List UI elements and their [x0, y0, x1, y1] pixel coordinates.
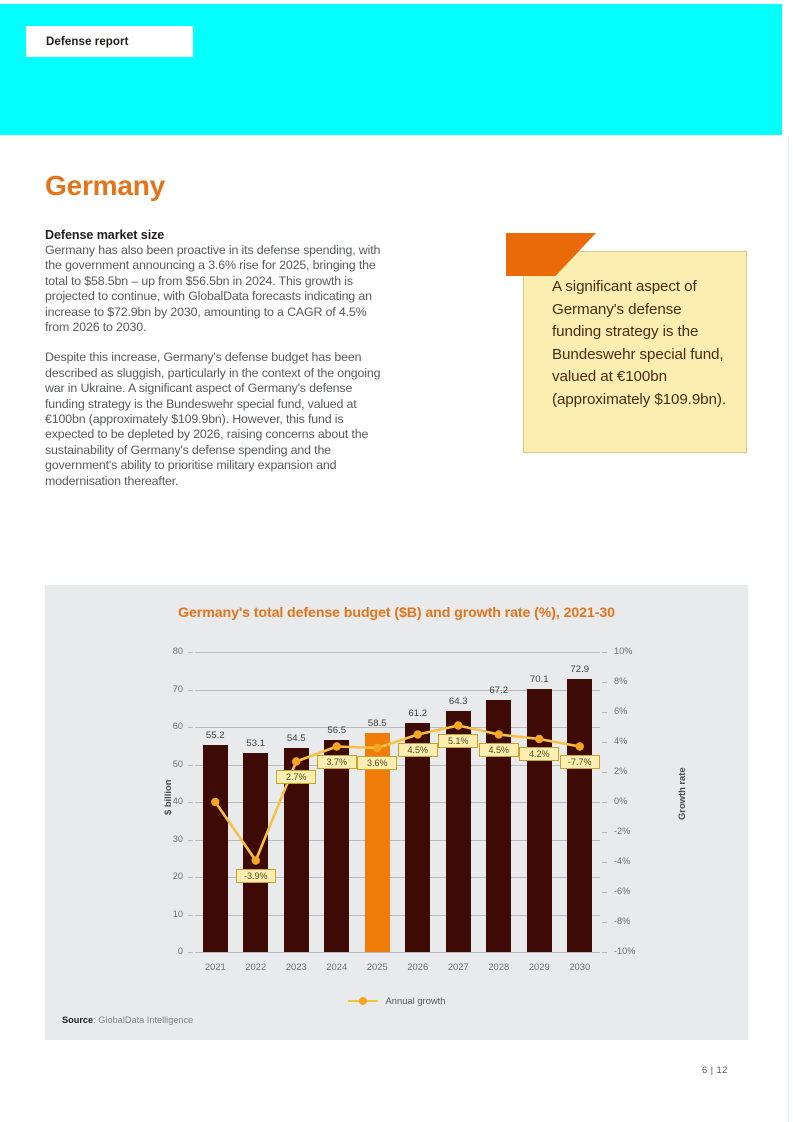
y-axis-tick: 70: [172, 683, 183, 694]
growth-label-2030: -7.7%: [560, 755, 600, 769]
y2-axis-tick-mark: [602, 712, 607, 713]
y2-axis-tick: 2%: [614, 766, 628, 776]
y2-axis-tick-mark: [602, 952, 607, 953]
y2-axis-tick-mark: [602, 652, 607, 653]
x-axis-tick-2026: 2026: [407, 961, 429, 972]
bar-value-2021: 55.2: [205, 730, 225, 741]
growth-point-2026[interactable]: [414, 730, 422, 738]
y-axis-tick-mark: [188, 915, 193, 916]
x-axis-tick-2028: 2028: [488, 961, 510, 972]
chart-legend: [45, 995, 748, 1006]
page-title: Germany: [45, 170, 165, 201]
y-axis-tick: 40: [172, 796, 183, 806]
y-axis-tick-mark: [188, 802, 193, 803]
y-axis-tick: 60: [172, 721, 183, 731]
page-edge-rule: [788, 136, 789, 1122]
source-text: : GlobalData Intelligence: [93, 1015, 194, 1025]
y2-axis-tick-mark: [602, 742, 607, 743]
chart-title: Germany's total defense budget ($B) and growth rate (%), 2021-30: [178, 605, 615, 621]
source-prefix: Source: [62, 1015, 94, 1025]
growth-label-2024: 3.7%: [317, 755, 357, 769]
y-axis-tick: 50: [172, 758, 183, 769]
y-axis-tick: 30: [172, 833, 183, 844]
x-axis-tick-2025: 2025: [366, 961, 388, 972]
growth-point-2028[interactable]: [495, 730, 503, 738]
y-axis-tick: 80: [172, 646, 183, 656]
bar-value-2030: 72.9: [570, 663, 590, 675]
growth-point-2023[interactable]: [292, 757, 300, 765]
body-column: [45, 228, 390, 489]
growth-point-2029[interactable]: [535, 735, 543, 743]
y2-axis-tick-mark: [602, 892, 607, 893]
section-heading: Defense market size: [45, 228, 165, 242]
y-axis-title: $ billion: [162, 779, 173, 815]
growth-label-2026: 4.5%: [398, 743, 438, 757]
plot-area: [172, 646, 636, 972]
y2-axis-tick: 0%: [614, 796, 628, 806]
page-number: 6 | 12: [702, 1064, 728, 1075]
body-paragraph-2: Despite this increase, Germany's defense budget has been described as sluggish, particularly in the context of the ongoing war in Ukraine. A significant aspect of Germany's defense funding strategy is the Bundeswehr special fund, valued at €100bn (approximately $109.9bn). However, this fund is expected to be depleted by 2026, raising concerns about the sustainability of Germany's defense spending and the government's ability to prioritise military expansion and modernisation thereafter.: [45, 350, 381, 488]
y-axis-tick-mark: [188, 727, 193, 728]
y2-axis-tick: -10%: [614, 946, 636, 956]
gridline: [195, 952, 600, 953]
y2-axis-tick-mark: [602, 862, 607, 863]
growth-point-2025[interactable]: [373, 744, 381, 752]
y-axis-tick-mark: [188, 690, 193, 691]
bar-value-2022: 53.1: [246, 737, 266, 749]
y-axis-tick-mark: [188, 652, 193, 653]
y-axis-tick: 10: [172, 908, 183, 919]
bar-value-2023: 54.5: [286, 732, 306, 744]
y2-axis-tick: 4%: [614, 736, 628, 746]
growth-point-2024[interactable]: [333, 742, 341, 750]
pull-quote-text: A significant aspect of Germany's defense funding strategy is the Bundeswehr special fund, valued at €100bn (approximately $109.9bn).: [552, 278, 726, 408]
growth-label-2029: 4.2%: [519, 747, 559, 761]
y2-axis-title: Growth rate: [676, 767, 687, 820]
growth-label-2023: 2.7%: [276, 770, 316, 784]
y2-axis-tick: -4%: [614, 856, 631, 866]
y2-axis-tick: -2%: [614, 826, 631, 836]
growth-point-2030[interactable]: [576, 742, 584, 750]
growth-label-2022: -3.9%: [236, 869, 276, 883]
growth-point-2022[interactable]: [252, 856, 260, 864]
y2-axis-tick: 10%: [614, 646, 633, 656]
y2-axis-tick-mark: [602, 682, 607, 683]
growth-label-2025: 3.6%: [357, 756, 397, 770]
bar-value-2029: 70.1: [529, 674, 549, 686]
y2-axis-tick-mark: [602, 832, 607, 833]
y-axis-tick-mark: [188, 840, 193, 841]
header-band: [0, 4, 782, 135]
y-axis-tick: 20: [172, 871, 183, 881]
annual-growth-line-icon: [348, 996, 378, 1006]
legend-label-annual-growth: Annual growth: [385, 995, 446, 1006]
bar-value-2028: 67.2: [489, 685, 509, 696]
y2-axis-tick-mark: [602, 772, 607, 773]
y2-axis-tick: -6%: [614, 886, 631, 896]
bar-value-2024: 56.5: [327, 725, 347, 737]
report-tab[interactable]: [26, 26, 193, 57]
chart-source: [62, 1015, 193, 1025]
y2-axis-tick: 8%: [614, 676, 628, 686]
x-axis-tick-2024: 2024: [326, 961, 348, 972]
y-axis-tick: 0: [177, 946, 183, 956]
y-axis-tick-mark: [188, 952, 193, 953]
y2-axis-tick-mark: [602, 802, 607, 803]
growth-point-2021[interactable]: [211, 798, 219, 806]
x-axis-tick-2021: 2021: [204, 961, 226, 972]
y-axis-tick-mark: [188, 765, 193, 766]
x-axis-tick-2027: 2027: [447, 961, 469, 972]
growth-label-2028: 4.5%: [479, 743, 519, 757]
x-axis-tick-2030: 2030: [569, 961, 591, 972]
y2-axis-tick: 6%: [614, 706, 628, 716]
bar-value-2025: 58.5: [367, 717, 387, 729]
x-axis-tick-2023: 2023: [285, 961, 307, 972]
chart-panel: [45, 585, 748, 1040]
bar-value-2026: 61.2: [408, 707, 428, 719]
report-tab-label: Defense report: [46, 35, 129, 48]
annual-growth-line: [195, 652, 600, 952]
body-paragraph-1: Germany has also been proactive in its defense spending, with the government announcing a 3.6% rise for 2025, bringing the total to $58.5bn – up from $56.5bn in 2024. This growth is projected to continue, with GlobalData forecasts indicating an increase to $72.9bn by 2030, amounting to a CAGR of 4.5% from 2026 to 2030.: [45, 243, 381, 335]
growth-label-2027: 5.1%: [438, 734, 478, 748]
x-axis-tick-2029: 2029: [528, 961, 550, 972]
growth-point-2027[interactable]: [454, 721, 462, 729]
bar-value-2027: 64.3: [448, 695, 468, 707]
x-axis-tick-2022: 2022: [245, 961, 267, 972]
y-axis-tick-mark: [188, 877, 193, 878]
y2-axis-tick-mark: [602, 922, 607, 923]
y2-axis-tick: -8%: [614, 916, 631, 926]
